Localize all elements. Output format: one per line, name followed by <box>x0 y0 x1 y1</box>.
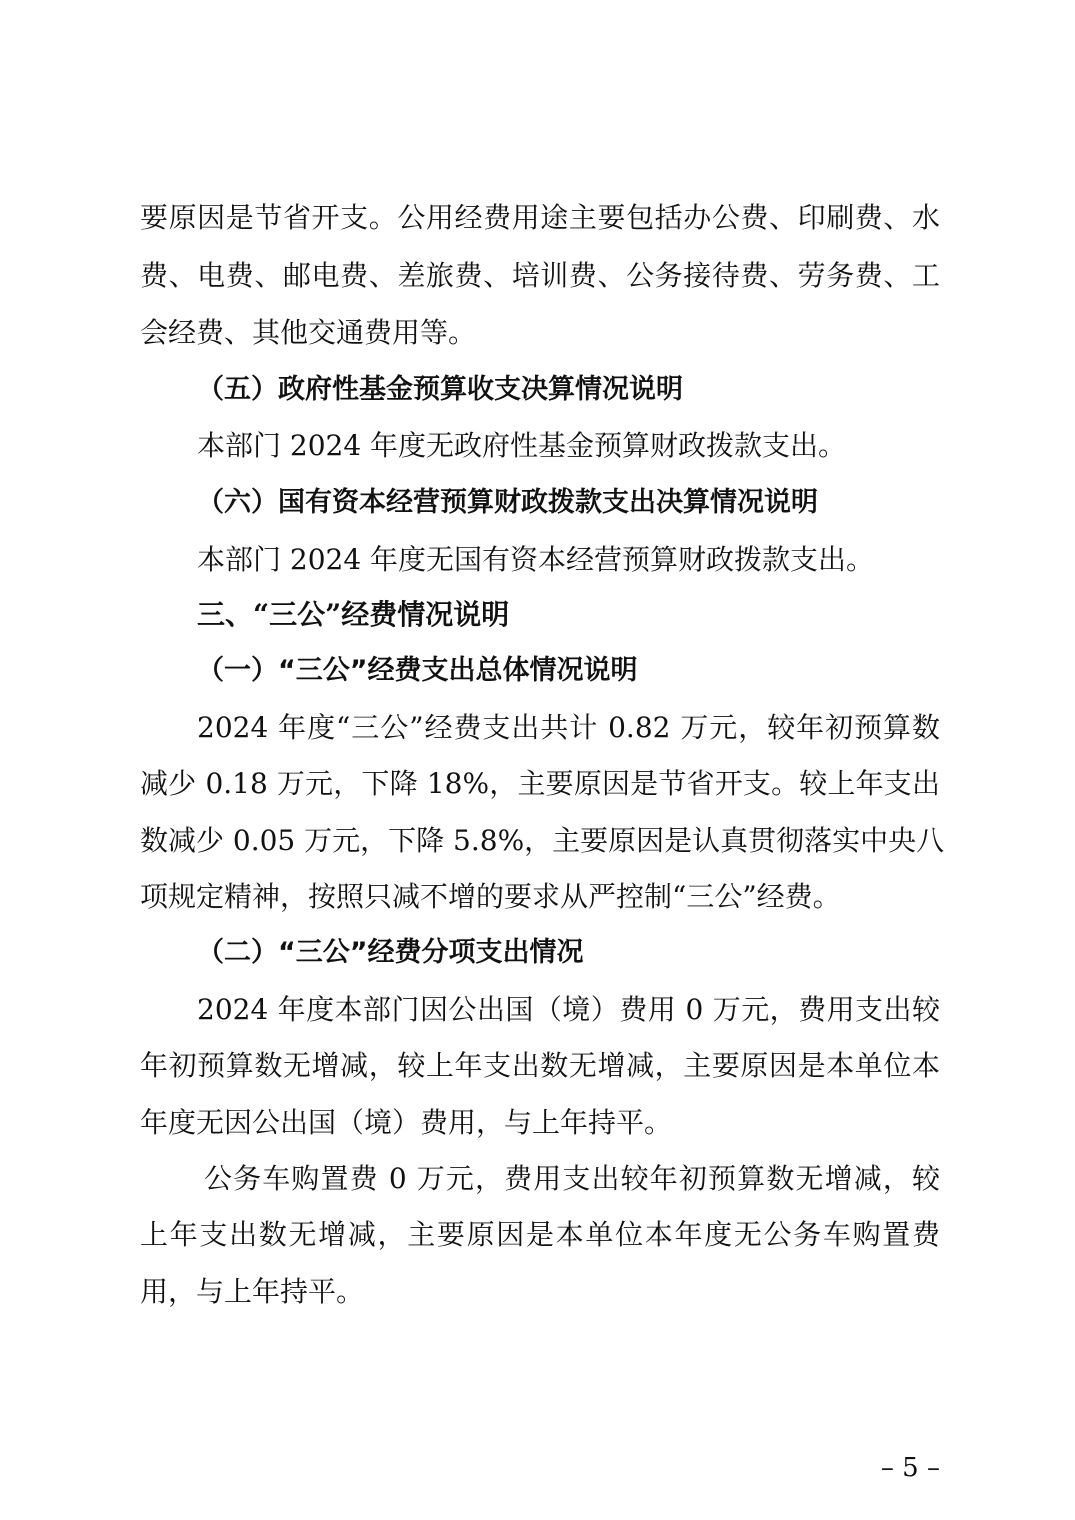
section-heading-5: （五）政府性基金预算收支决算情况说明 <box>197 374 683 405</box>
page-number: – 5 – <box>880 1453 940 1483</box>
section-heading-3: 三、“三公”经费情况说明 <box>197 598 510 631</box>
vehicle-line: 公务车购置费 0 万元，费用支出较年初预算数无增减，较 <box>204 1162 940 1195</box>
fund-statement: 本部门 2024 年度无政府性基金预算财政拨款支出。 <box>197 429 847 462</box>
vehicle-line: 上年支出数无增减，主要原因是本单位本年度无公务车购置费 <box>140 1218 940 1251</box>
capital-statement: 本部门 2024 年度无国有资本经营预算财政拨款支出。 <box>197 543 875 576</box>
abroad-line: 年初预算数无增减，较上年支出数无增减，主要原因是本单位本 <box>140 1049 940 1082</box>
paragraph-line: 会经费、其他交通费用等。 <box>140 316 477 349</box>
overall-line: 2024 年度“三公”经费支出共计 0.82 万元，较年初预算数 <box>197 711 940 744</box>
paragraph-line: 要原因是节省开支。公用经费用途主要包括办公费、印刷费、水 <box>140 201 940 234</box>
overall-line: 项规定精神，按照只减不增的要求从严控制“三公”经费。 <box>140 880 841 913</box>
overall-line: 减少 0.18 万元，下降 18%，主要原因是节省开支。较上年支出 <box>140 767 940 800</box>
paragraph-line: 费、电费、邮电费、差旅费、培训费、公务接待费、劳务费、工 <box>140 259 940 292</box>
section-heading-6: （六）国有资本经营预算财政拨款支出决算情况说明 <box>197 487 818 518</box>
abroad-line: 年度无因公出国（境）费用，与上年持平。 <box>140 1106 673 1139</box>
subsection-heading-2: （二）“三公”经费分项支出情况 <box>197 937 584 968</box>
overall-line: 数减少 0.05 万元，下降 5.8%，主要原因是认真贯彻落实中央八 <box>140 824 945 857</box>
vehicle-line: 用，与上年持平。 <box>140 1275 365 1308</box>
abroad-line: 2024 年度本部门因公出国（境）费用 0 万元，费用支出较 <box>197 993 940 1026</box>
subsection-heading-1: （一）“三公”经费支出总体情况说明 <box>197 655 638 686</box>
